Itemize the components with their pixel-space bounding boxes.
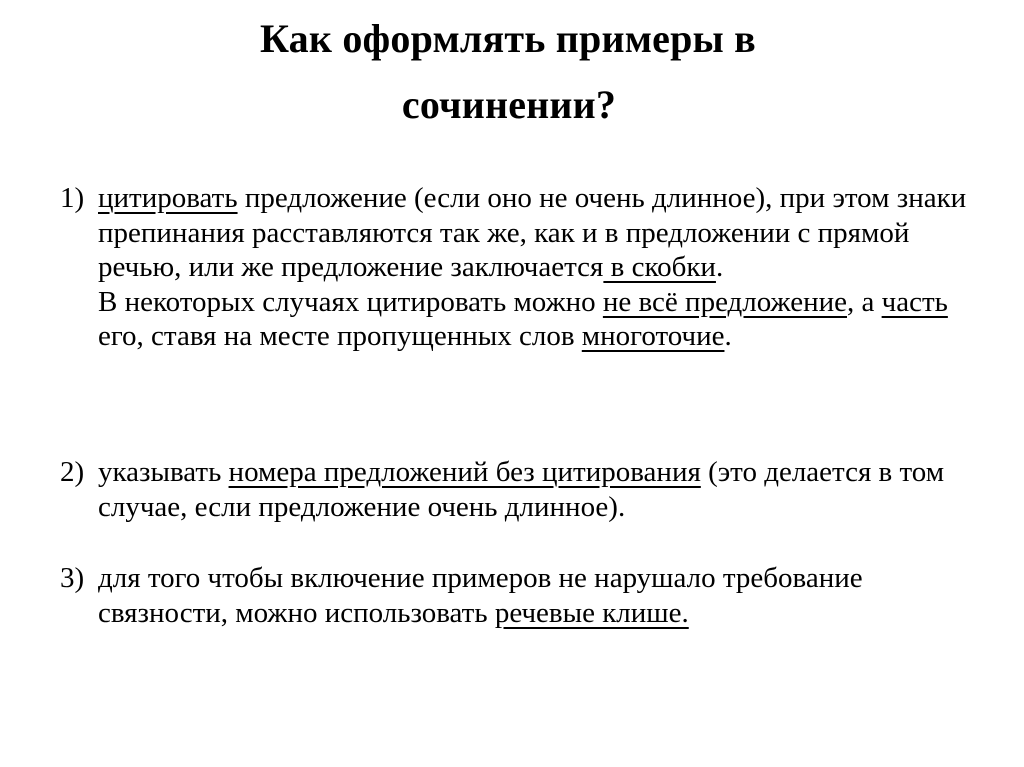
underlined-text: многоточие (581, 320, 725, 352)
list-item-3 (60, 561, 978, 630)
underlined-text: номера предложений без цитирования (228, 456, 701, 488)
slide-title (0, 6, 1024, 138)
text: В некоторых случаях цитировать можно (98, 285, 603, 318)
title-line-2: сочинении? (401, 82, 617, 127)
list-item-number: 1) (60, 182, 85, 214)
underlined-text: в скобки (603, 251, 716, 283)
item-1-paragraph-2 (98, 285, 978, 354)
text: его, ставя на месте пропущенных слов (98, 320, 582, 352)
title-line-1: Как оформлять примеры в (260, 16, 756, 61)
list-item-2 (60, 455, 978, 524)
list-item-1 (60, 181, 978, 354)
list-item-number: 3) (60, 562, 85, 594)
underlined-text: цитировать (98, 182, 238, 214)
text: , а (847, 285, 882, 318)
text: . (715, 251, 724, 283)
text: . (724, 320, 732, 352)
underlined-text: не всё предложение (602, 285, 847, 318)
text: указывать (98, 456, 229, 488)
text: для того чтобы включение примеров не нарушало требование связности, можно использовать (98, 562, 863, 629)
list-item-number: 2) (60, 456, 85, 488)
underlined-text: часть (881, 285, 948, 318)
item-1-paragraph-1 (98, 181, 978, 285)
text: предложение (если оно не очень длинное), при этом знаки препинания расставляются так же, как и в предложении с прямой речью, или же предложение заключается (98, 182, 967, 283)
text: (это делается в том случае, если предложение очень длинное). (98, 456, 945, 523)
underlined-text: речевые клише. (494, 596, 689, 629)
